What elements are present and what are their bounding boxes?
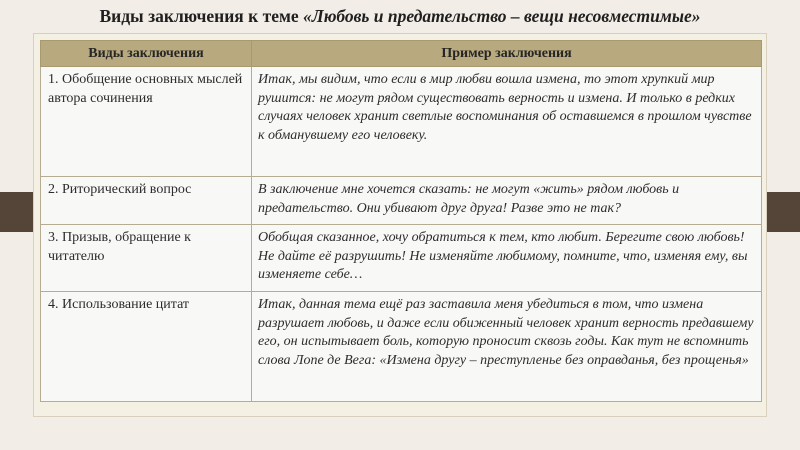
type-cell: 1. Обобщение основных мыслей автора сочинения — [41, 67, 252, 177]
example-cell: Итак, данная тема ещё раз заставила меня убедиться в том, что измена разрушает любовь, и даже если обиженный человек хранит верность предавшему его, он испытывает боль, которую проносит сквозь годы. Как тут не вспомнить слова Лопе де Вега: «Измена другу – преступленье без оправданья, без прощенья» — [252, 292, 762, 402]
example-cell: Обобщая сказанное, хочу обратиться к тем, кто любит. Берегите свою любовь! Не дайте её разрушить! Не изменяйте любимому, помните, что, изменяя ему, вы изменяете себе… — [252, 225, 762, 292]
example-cell: В заключение мне хочется сказать: не могут «жить» рядом любовь и предательство. Они убивают друг друга! Разве это не так? — [252, 177, 762, 225]
header-conclusion-example: Пример заключения — [252, 41, 762, 67]
table-header-row — [41, 41, 762, 67]
header-conclusion-types: Виды заключения — [41, 41, 252, 67]
example-cell: Итак, мы видим, что если в мир любви вошла измена, то этот хрупкий мир рушится: не могут рядом существовать верность и измена. И только в редких случаях человек хранит светлые воспоминания об оставшемся в прошлом чувстве к обманувшему его человеку. — [252, 67, 762, 177]
slide-title — [0, 6, 800, 27]
table-row — [41, 292, 762, 402]
table-row — [41, 177, 762, 225]
table-row — [41, 225, 762, 292]
conclusion-types-table — [40, 40, 762, 402]
type-cell: 3. Призыв, обращение к читателю — [41, 225, 252, 292]
title-prefix: Виды заключения к теме — [99, 6, 304, 26]
table-row — [41, 67, 762, 177]
type-cell: 4. Использование цитат — [41, 292, 252, 402]
type-cell: 2. Риторический вопрос — [41, 177, 252, 225]
title-topic: «Любовь и предательство – вещи несовместимые» — [303, 6, 701, 26]
